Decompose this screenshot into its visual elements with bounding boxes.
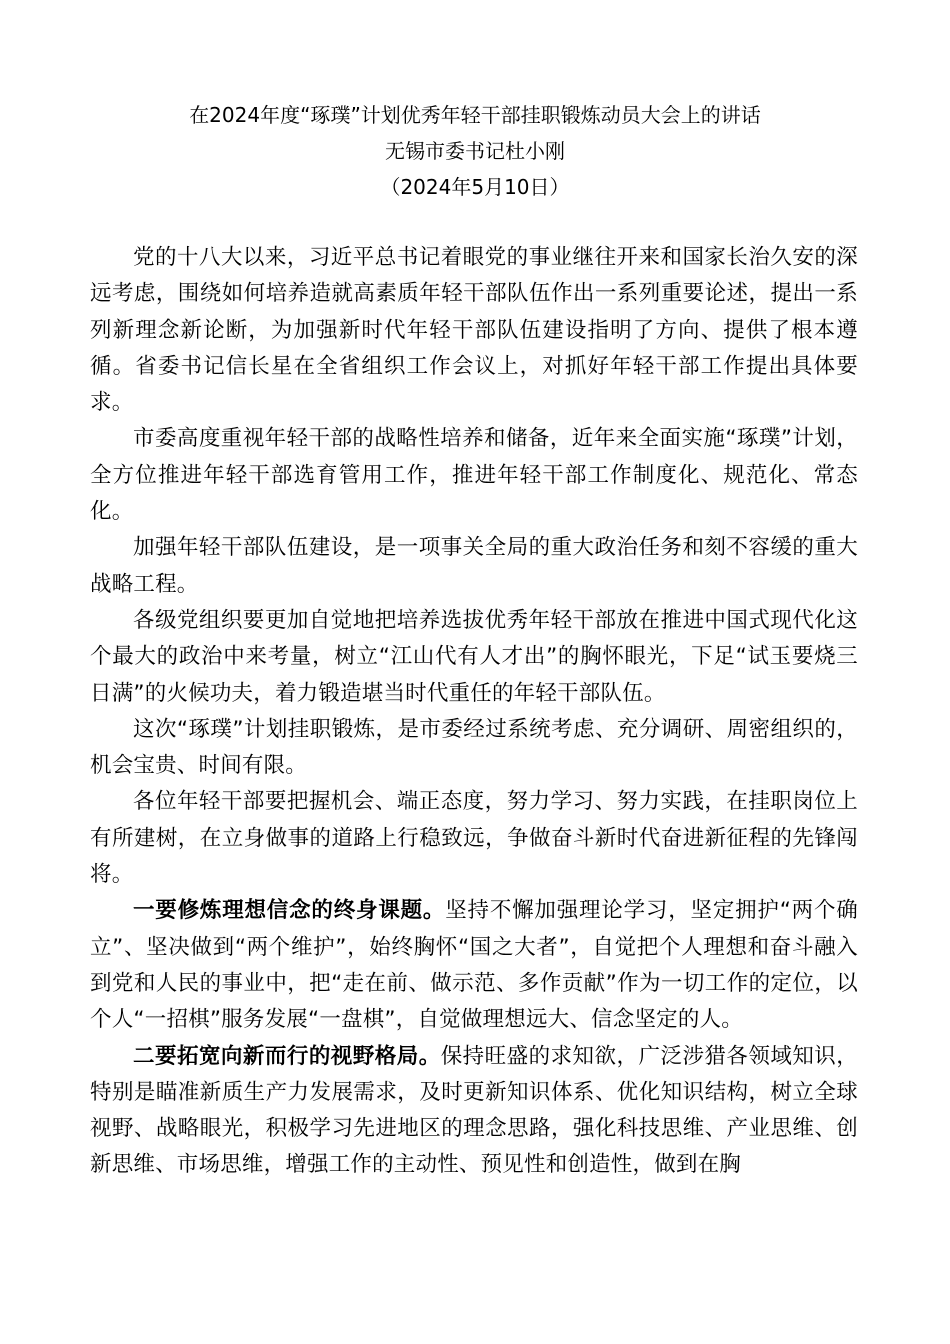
paragraph-lead: 二要拓宽向新而行的视野格局。 [133, 1043, 441, 1069]
paragraph-text: 加强年轻干部队伍建设，是一项事关全局的重大政治任务和刻不容缓的重大战略工程。 [90, 535, 858, 597]
paragraph [90, 421, 858, 530]
paragraph-text: 市委高度重视年轻干部的战略性培养和储备，近年来全面实施“琢璞”计划，全方位推进年轻干部选育管用工作，推进年轻干部工作制度化、规范化、常态化。 [90, 426, 858, 525]
paragraph-text: 党的十八大以来，习近平总书记着眼党的事业继往开来和国家长治久安的深远考虑，围绕如何培养造就高素质年轻干部队伍作出一系列重要论述，提出一系列新理念新论断，为加强新时代年轻干部队伍建设指明了方向、提供了根本遵循。省委书记信长星在全省组织工作会议上，对抓好年轻干部工作提出具体要求。 [90, 245, 858, 416]
paragraph [90, 893, 858, 1038]
paragraph-lead: 一要修炼理想信念的终身课题。 [133, 898, 446, 924]
date-line: （2024年5月10日） [380, 175, 570, 199]
paragraph [90, 240, 858, 421]
body-text [90, 240, 858, 1184]
paragraph-text: 这次“琢璞”计划挂职锻炼，是市委经过系统考虑、充分调研、周密组织的，机会宝贵、时间有限。 [90, 716, 858, 779]
paragraph [90, 603, 858, 712]
paragraph [90, 712, 858, 785]
document-title: 在2024年度“琢璞”计划优秀年轻干部挂职锻炼动员大会上的讲话 [189, 103, 761, 127]
title-block [0, 97, 950, 205]
paragraph [90, 530, 858, 603]
paragraph-text: 各级党组织要更加自觉地把培养选拔优秀年轻干部放在推进中国式现代化这个最大的政治中来考量，树立“江山代有人才出”的胸怀眼光，下足“试玉要烧三日满”的火候功夫，着力锻造堪当时代重任的年轻干部队伍。 [90, 607, 858, 706]
paragraph [90, 784, 858, 893]
paragraph-text: 各位年轻干部要把握机会、端正态度，努力学习、努力实践，在挂职岗位上有所建树，在立身做事的道路上行稳致远，争做奋斗新时代奋进新征程的先锋闯将。 [90, 789, 858, 888]
paragraph-text: 保持旺盛的求知欲，广泛涉猎各领域知识，特别是瞄准新质生产力发展需求，及时更新知识体系、优化知识结构，树立全球视野、战略眼光，积极学习先进地区的理念思路，强化科技思维、产业思维、创新思维、市场思维，增强工作的主动性、预见性和创造性，做到在胸 [90, 1043, 858, 1178]
paragraph [90, 1039, 858, 1184]
paragraph-text: 坚持不懈加强理论学习，坚定拥护“两个确立”、坚决做到“两个维护”，始终胸怀“国之大者”，自觉把个人理想和奋斗融入到党和人民的事业中，把“走在前、做示范、多作贡献”作为一切工作的定位，以个人“一招棋”服务发展“一盘棋”，自觉做理想远大、信念坚定的人。 [90, 898, 858, 1033]
speaker-line: 无锡市委书记杜小刚 [385, 139, 565, 163]
